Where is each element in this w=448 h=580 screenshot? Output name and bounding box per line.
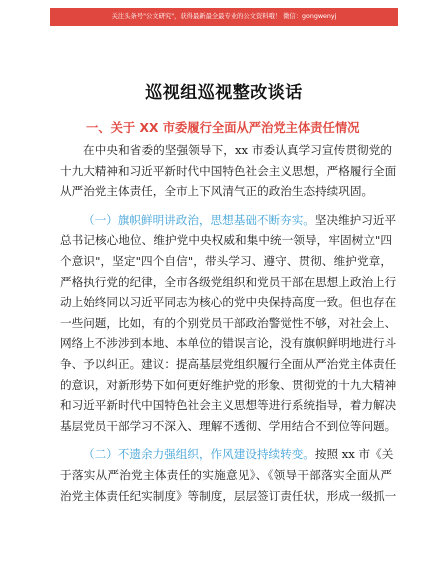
- paragraph-line: 的意识，对新形势下如何更好维护党的形象、贯彻党的十九大精神: [60, 377, 397, 392]
- paragraph-line: [60, 210, 397, 231]
- paragraph-text: 坚决维护习近平: [314, 212, 397, 227]
- subheading: （二）不遗余力强组织，作风建设持续转变。: [83, 447, 315, 462]
- paragraph-line: 和习近平新时代中国特色社会主义思想等进行系统指导，着力解决: [60, 398, 397, 413]
- subheading: （一）旗帜鲜明讲政治，思想基础不断夯实。: [83, 212, 315, 227]
- promo-banner-text: 关注头条号"公文研究"，获得最新最全最专业的公文资料哦！ 微信：gongwenyj: [111, 13, 337, 20]
- document-body: [60, 140, 397, 506]
- document-title: 巡视组巡视整改谈话: [145, 83, 303, 103]
- paragraph-line: 动上始终同以习近平同志为核心的党中央保持高度一致。但也存在: [60, 295, 397, 310]
- paragraph-line: 争、予以纠正。建议：提高基层党组织履行全面从严治党主体责任: [60, 356, 397, 371]
- paragraph-line: 从严治党主体责任，全市上下风清气正的政治生态持续巩固。: [60, 184, 374, 199]
- paragraph-line: 个意识"，坚定"四个自信"，带头学习、遵守、贯彻、维护党章，: [60, 253, 392, 268]
- paragraph-line: 基层党员干部学习不深入、理解不透彻、学用结合不到位等问题。: [60, 418, 397, 433]
- paragraph-line: 一些问题，比如，有的个别党员干部政治警觉性不够，对社会上、: [60, 315, 397, 330]
- paragraph-text: 按照 xx 市《关: [314, 447, 394, 462]
- section-heading: 一、关于 XX 市委履行全面从严治党主体责任情况: [86, 121, 360, 135]
- paragraph-line: 严格执行党的纪律，全市各级党组织和党员干部在思想上政治上行: [60, 274, 397, 289]
- paragraph-line: 总书记核心地位、维护党中央权威和集中统一领导，牢固树立"四: [60, 233, 392, 248]
- paragraph-line: 在中央和省委的坚强领导下，xx 市委认真学习宣传贯彻党的: [83, 143, 392, 157]
- promo-banner: [50, 8, 398, 26]
- paragraph-line: 十九大精神和习近平新时代中国特色社会主义思想，严格履行全面: [60, 163, 397, 178]
- paragraph-line: [60, 444, 392, 465]
- paragraph-line: 网络上不涉涉到本地、本单位的错误言论，没有旗帜鲜明地进行斗: [60, 336, 397, 351]
- paragraph-line: 于落实从严治党主体责任的实施意见》、《领导干部落实全面从严: [60, 467, 392, 482]
- paragraph-line: 治党主体责任纪实制度》等制度，层层签订责任状，形成一级抓一: [60, 488, 397, 503]
